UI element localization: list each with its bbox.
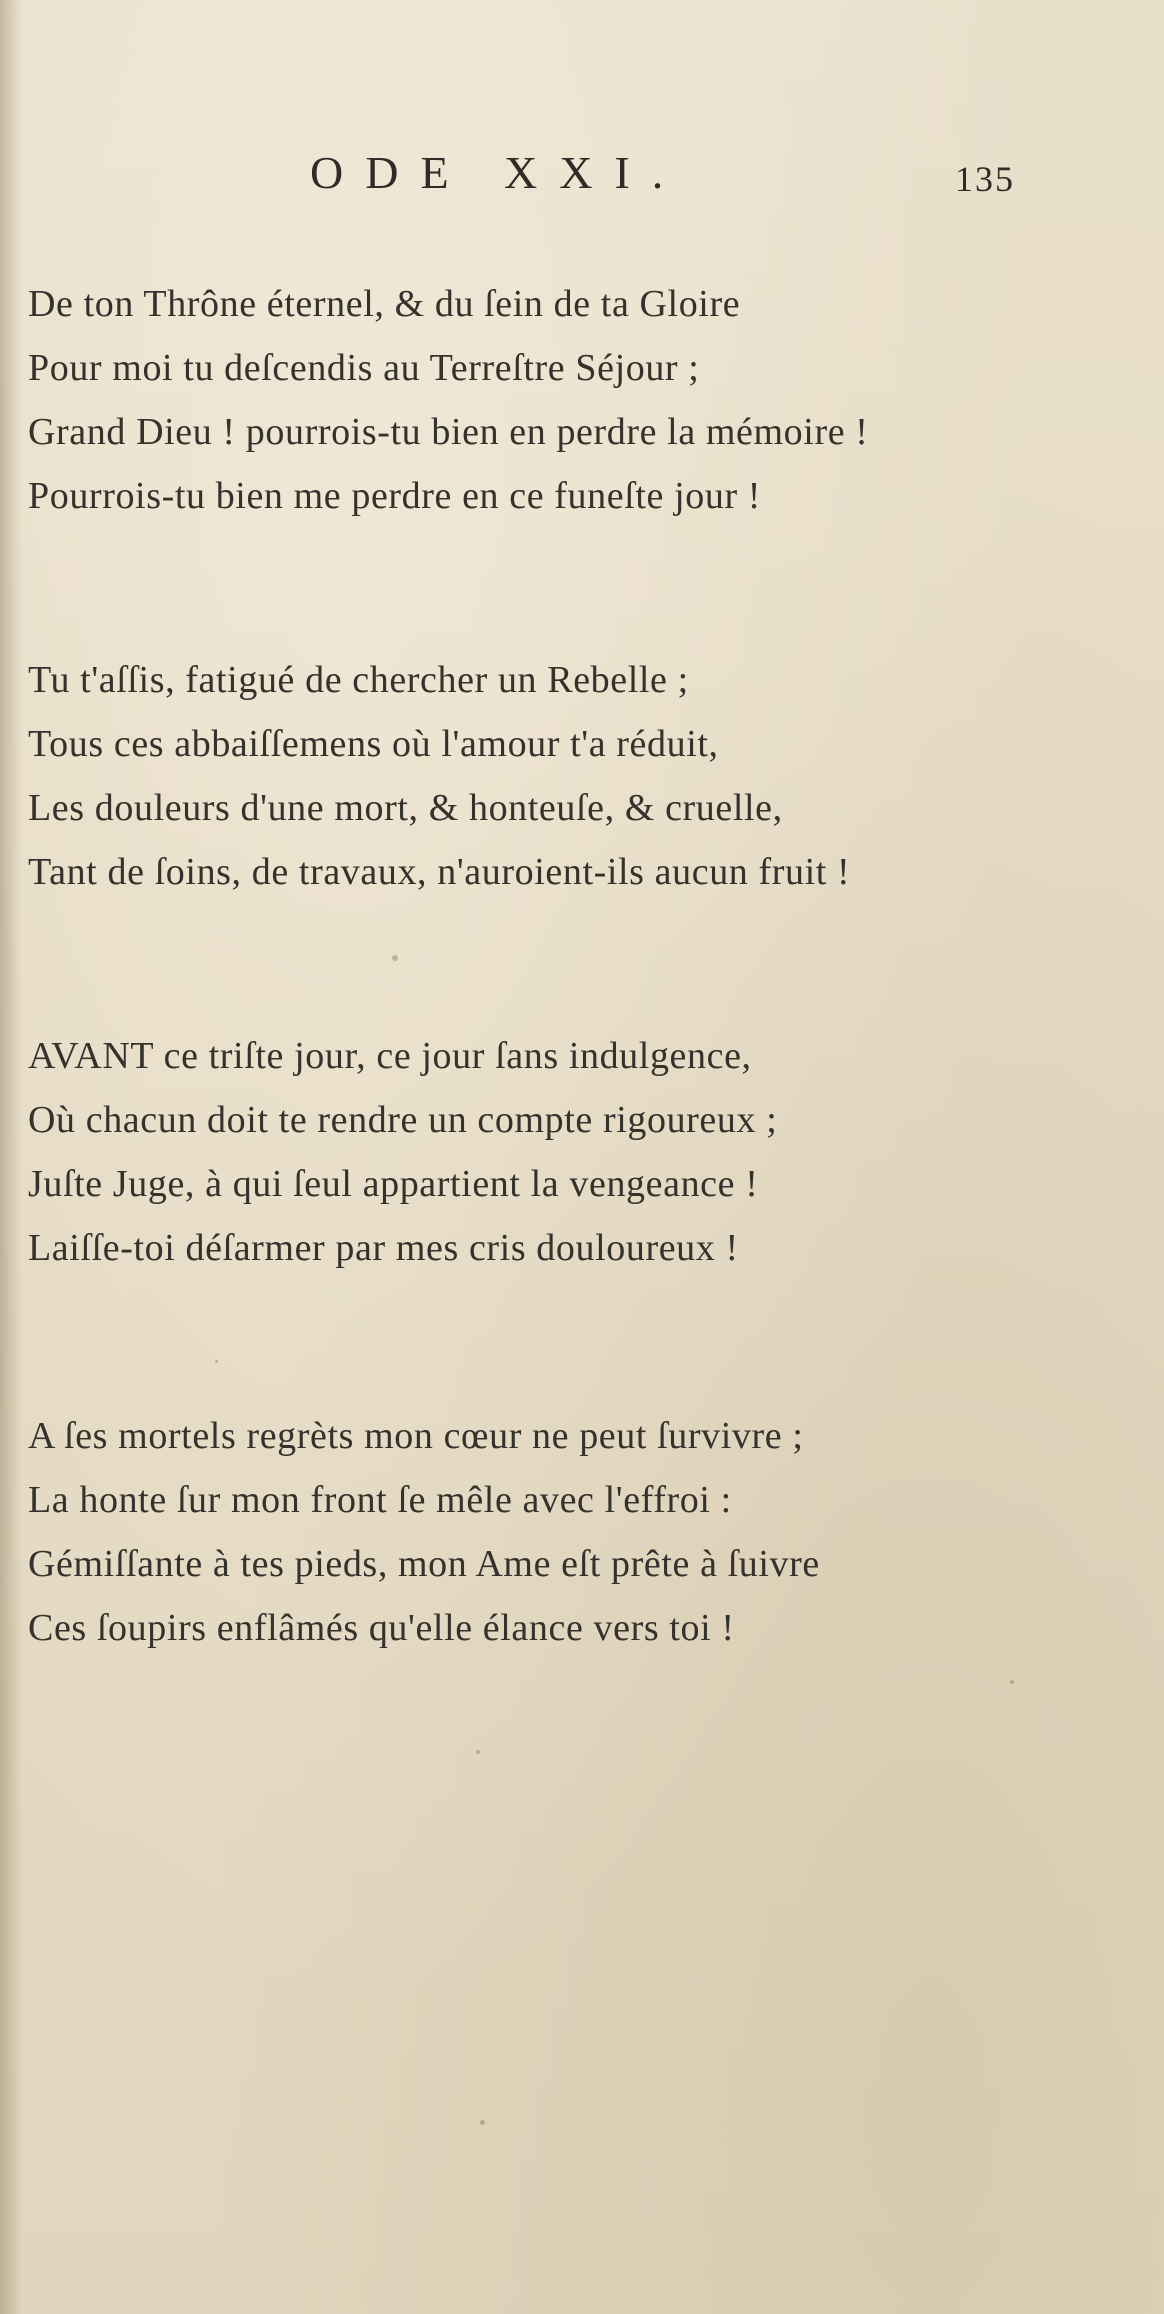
stanza-4 [28,1404,1128,1660]
verse-line: A ſes mortels regrèts mon cœur ne peut ſurvivre ; [28,1415,804,1457]
verse-line: Les douleurs d'une mort, & honteuſe, & cruelle, [28,787,783,829]
verse-line: La honte ſur mon front ſe mêle avec l'effroi : [28,1479,732,1521]
running-header [0,146,1164,206]
paper-speck [476,1750,480,1754]
verse-line: Laiſſe-toi déſarmer par mes cris douloureux ! [28,1227,739,1269]
paper-speck [215,1360,218,1363]
stanza-2 [28,648,1128,904]
verse-line: AVANT ce triſte jour, ce jour ſans indulgence, [28,1035,752,1077]
verse-line: Tant de ſoins, de travaux, n'auroient-ils aucun fruit ! [28,851,851,893]
verse-line: Gémiſſante à tes pieds, mon Ame eſt prête à ſuivre [28,1543,820,1585]
page-number: 135 [955,159,1015,199]
verse-line: Juſte Juge, à qui ſeul appartient la vengeance ! [28,1163,759,1205]
paper-speck [392,955,398,961]
stanza-1 [28,272,1128,528]
ode-title: ODE XXI. [310,147,686,198]
verse-line: Tous ces abbaiſſemens où l'amour t'a réduit, [28,723,719,765]
stanza-3 [28,1024,1128,1280]
verse-line: Grand Dieu ! pourrois-tu bien en perdre la mémoire ! [28,411,869,453]
page-gutter-shadow [0,0,22,2314]
paper-speck [480,2120,485,2125]
verse-line: Tu t'aſſis, fatigué de chercher un Rebelle ; [28,659,689,701]
verse-line: De ton Thrône éternel, & du ſein de ta Gloire [28,283,741,325]
verse-line: Ces ſoupirs enflâmés qu'elle élance vers toi ! [28,1607,735,1649]
verse-line: Pour moi tu deſcendis au Terreſtre Séjour ; [28,347,700,389]
paper-speck [1010,1680,1014,1684]
verse-line: Où chacun doit te rendre un compte rigoureux ; [28,1099,778,1141]
verse-line: Pourrois-tu bien me perdre en ce funeſte jour ! [28,475,762,517]
